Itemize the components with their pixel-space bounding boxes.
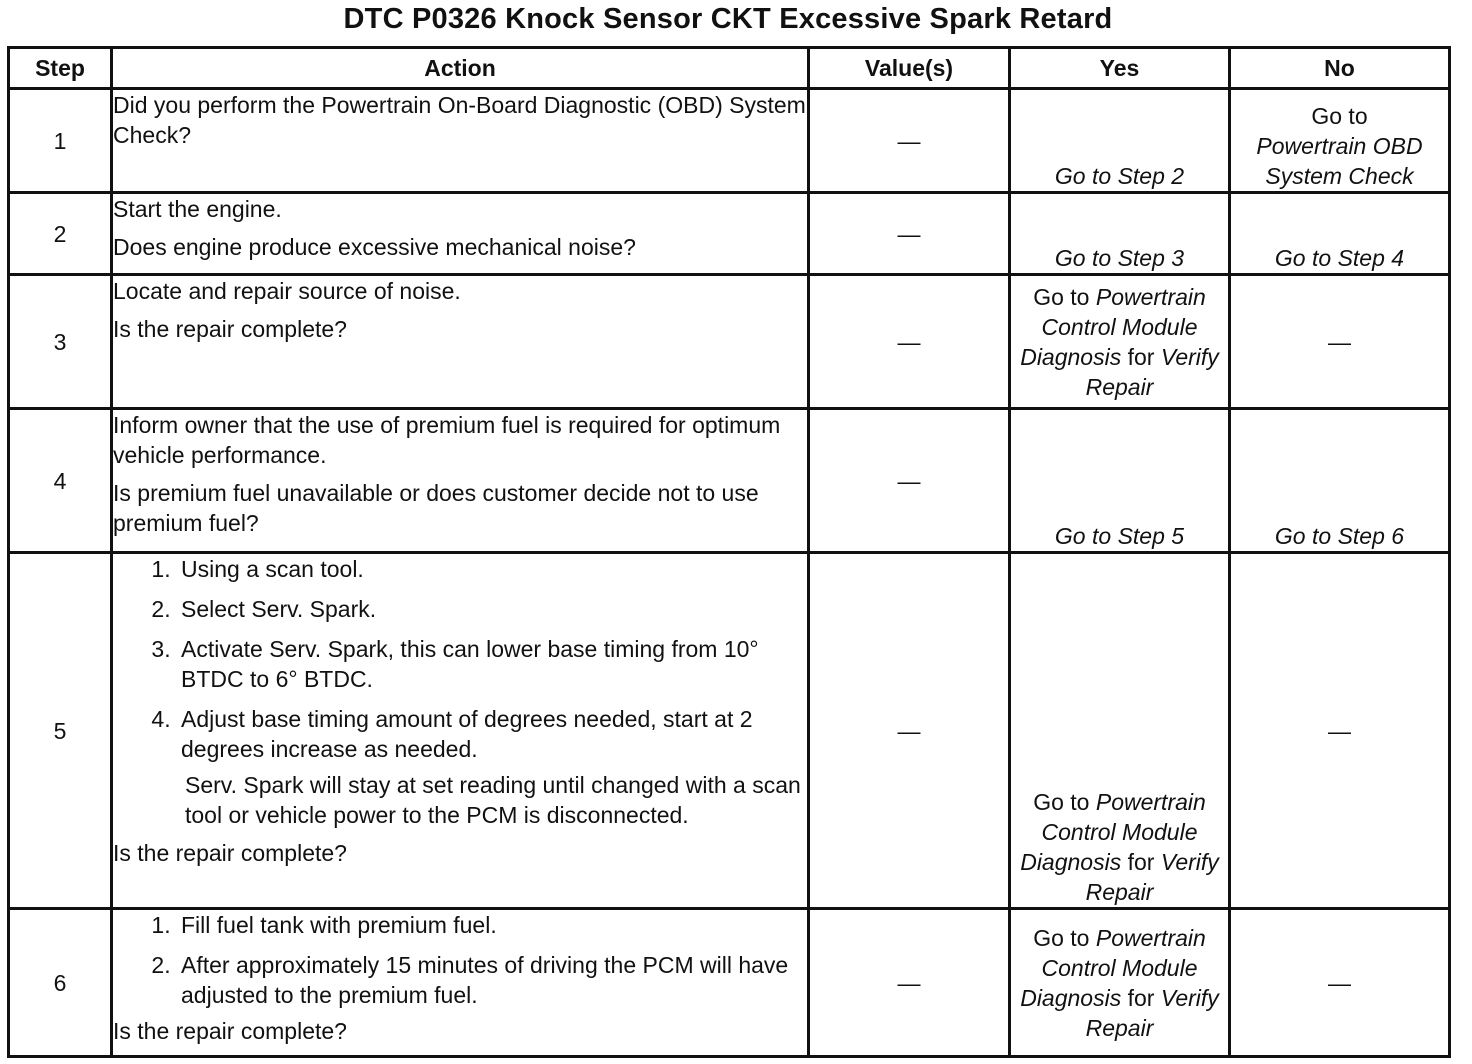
- yes-cell: [1010, 275, 1230, 409]
- yes-prefix: Go to: [1033, 924, 1090, 951]
- value-cell: —: [809, 409, 1010, 553]
- list-item: 3. Activate Serv. Spark, this can lower base timing from 10° BTDC to 6° BTDC.: [177, 634, 807, 694]
- value-cell: —: [809, 89, 1010, 193]
- value-cell: —: [809, 193, 1010, 275]
- table-row: [9, 553, 1450, 909]
- no-link[interactable]: Go to Step 6: [1274, 523, 1405, 549]
- no-link[interactable]: Go to Step 4: [1274, 245, 1405, 271]
- no-cell: [1230, 89, 1450, 193]
- procedure-note: Serv. Spark will stay at set reading until changed with a scan tool or vehicle power to the PCM is disconnected.: [185, 772, 801, 828]
- action-cell: [112, 409, 809, 553]
- procedure-list: [113, 910, 807, 1010]
- yes-cell: [1010, 89, 1230, 193]
- page-title: DTC P0326 Knock Sensor CKT Excessive Spark Retard: [343, 3, 1113, 35]
- action-question: Is the repair complete?: [113, 1018, 347, 1044]
- header-step: Step: [9, 48, 112, 89]
- yes-prefix: Go to: [1033, 789, 1090, 815]
- yes-mid: for: [1127, 984, 1155, 1011]
- table-row: [9, 409, 1450, 553]
- action-cell: [112, 193, 809, 275]
- header-row: [9, 48, 1450, 89]
- yes-link-verify-repair[interactable]: Verify Repair: [1085, 984, 1219, 1041]
- yes-link[interactable]: Go to Step 2: [1054, 163, 1185, 189]
- list-item: 2. After approximately 15 minutes of driving the PCM will have adjusted to the premium fuel.: [177, 950, 807, 1010]
- header-yes: Yes: [1010, 48, 1230, 89]
- no-cell: —: [1230, 275, 1450, 409]
- step-number: 5: [9, 553, 112, 909]
- yes-link-verify-repair[interactable]: Verify Repair: [1085, 849, 1219, 905]
- action-text: Inform owner that the use of premium fuel is required for optimum vehicle performance.: [113, 412, 781, 468]
- table-row: [9, 89, 1450, 193]
- yes-link-pcm-diagnosis[interactable]: Powertrain Control Module Diagnosis: [1020, 789, 1206, 875]
- step-number: 6: [9, 909, 112, 1057]
- step-number: 1: [9, 89, 112, 193]
- no-link[interactable]: Powertrain OBD System Check: [1256, 133, 1423, 189]
- table-row: [9, 275, 1450, 409]
- action-cell: [112, 553, 809, 909]
- table-row: [9, 909, 1450, 1057]
- no-cell: —: [1230, 909, 1450, 1057]
- action-question: Is the repair complete?: [113, 840, 347, 866]
- list-item: 1. Using a scan tool.: [177, 554, 807, 584]
- no-prefix: Go to: [1311, 103, 1368, 129]
- list-item: 1. Fill fuel tank with premium fuel.: [177, 910, 807, 940]
- yes-link[interactable]: Go to Step 3: [1054, 245, 1185, 271]
- yes-mid: for: [1127, 849, 1155, 875]
- header-no: No: [1230, 48, 1450, 89]
- yes-mid: for: [1127, 343, 1155, 370]
- table-row: [9, 193, 1450, 275]
- no-cell: [1230, 409, 1450, 553]
- yes-cell: [1010, 193, 1230, 275]
- action-question: Does engine produce excessive mechanical noise?: [113, 234, 636, 260]
- yes-link-verify-repair[interactable]: Verify Repair: [1085, 343, 1219, 400]
- action-cell: [112, 275, 809, 409]
- yes-link-pcm-diagnosis[interactable]: Powertrain Control Module Diagnosis: [1020, 283, 1206, 370]
- step-number: 3: [9, 275, 112, 409]
- header-action: Action: [112, 48, 809, 89]
- action-text: Locate and repair source of noise.: [113, 278, 461, 304]
- action-question: Is premium fuel unavailable or does customer decide not to use premium fuel?: [113, 480, 759, 536]
- no-cell: —: [1230, 553, 1450, 909]
- list-item: 2. Select Serv. Spark.: [177, 594, 807, 624]
- procedure-list: [113, 554, 807, 764]
- yes-cell: [1010, 909, 1230, 1057]
- value-cell: —: [809, 275, 1010, 409]
- action-cell: [112, 909, 809, 1057]
- diagnostic-table: [7, 46, 1451, 1058]
- value-cell: —: [809, 553, 1010, 909]
- value-cell: —: [809, 909, 1010, 1057]
- action-cell: [112, 89, 809, 193]
- yes-prefix: Go to: [1033, 283, 1090, 310]
- action-question: Is the repair complete?: [113, 316, 347, 342]
- no-cell: [1230, 193, 1450, 275]
- yes-link[interactable]: Go to Step 5: [1054, 523, 1185, 549]
- yes-cell: [1010, 409, 1230, 553]
- step-number: 4: [9, 409, 112, 553]
- action-text: Start the engine.: [113, 196, 282, 222]
- action-text: Did you perform the Powertrain On-Board Diagnostic (OBD) System Check?: [113, 92, 806, 148]
- yes-cell: [1010, 553, 1230, 909]
- list-item: 4. Adjust base timing amount of degrees needed, start at 2 degrees increase as needed.: [177, 704, 807, 764]
- step-number: 2: [9, 193, 112, 275]
- header-values: Value(s): [809, 48, 1010, 89]
- yes-link-pcm-diagnosis[interactable]: Powertrain Control Module Diagnosis: [1020, 924, 1206, 1011]
